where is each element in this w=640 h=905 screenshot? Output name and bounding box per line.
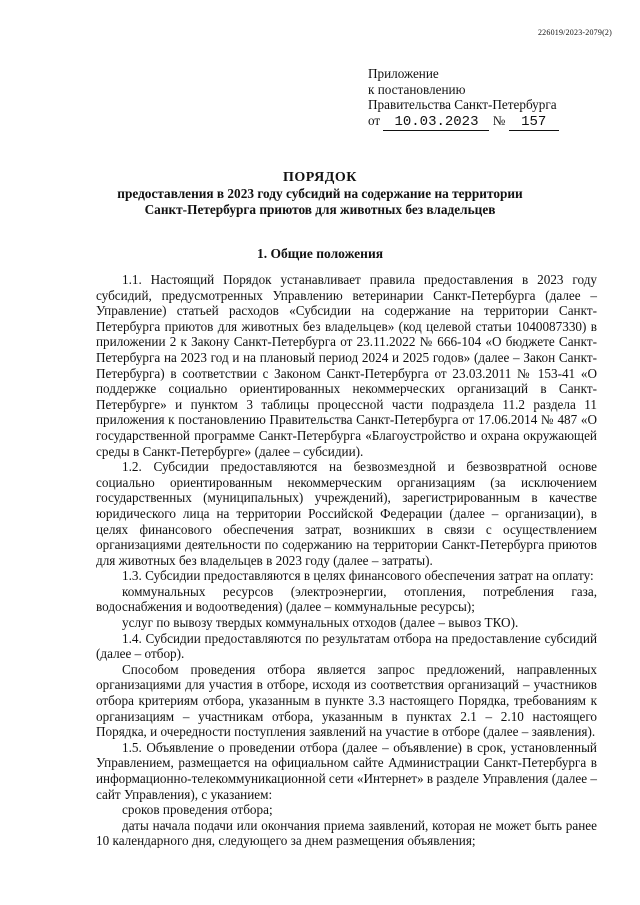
paragraph-1-4: 1.4. Субсидии предоставляются по результатам отбора на предоставление субсидий (далее – отбор). bbox=[96, 630, 597, 662]
approval-line-1: Приложение bbox=[368, 66, 439, 81]
paragraph-waste: услуг по вывозу твердых коммунальных отходов (далее – вывоз ТКО). bbox=[122, 615, 519, 631]
section-heading: 1. Общие положения bbox=[256, 246, 384, 261]
paragraph-utilities: коммунальных ресурсов (электроэнергии, отопления, потребления газа, водоснабжения и водоотведения) (далее – коммунальные ресурсы); bbox=[96, 583, 597, 615]
approval-date: 10.03.2023 bbox=[383, 115, 489, 132]
paragraph-1-2: 1.2. Субсидии предоставляются на безвозмездной и безвозвратной основе социально ориентированным некоммерческим организациям (за исключением государственных (муниципальных) учреждений), зарегистрированным в качестве юридического лица на территории Российской Федерации (далее – организации), в целях финансового обеспечения затрат, возникших в связи с осуществлением организациями деятельности по содержанию на территории Санкт-Петербурга приютов для животных без владельцев в 2023 году (далее – затраты). bbox=[96, 459, 597, 568]
paragraph-selection-method: Способом проведения отбора является запрос предложений, направленных организациями для участия в отборе, исходя из соответствия организаций – участников отбора критериям отбора, указанным в пункте 3.3 настоящего Порядка, требованиям к организациям – участникам отбора, указанным в пунктах 2.1 – 2.10 настоящего Порядка, и очередности поступления заявлений на участие в отборе (далее – заявления). bbox=[96, 661, 597, 740]
approval-number: 157 bbox=[509, 115, 559, 132]
paragraph-dates: даты начала подачи или окончания приема заявлений, которая не может быть ранее 10 календарного дня, следующего за днем размещения объявления; bbox=[96, 817, 597, 849]
paragraph-1-3: 1.3. Субсидии предоставляются в целях финансового обеспечения затрат на оплату: bbox=[122, 568, 594, 584]
registration-code: 226019/2023-2079(2) bbox=[537, 28, 612, 37]
document-subtitle bbox=[0, 186, 640, 218]
subtitle-line-1: предоставления в 2023 году субсидий на содержание на территории bbox=[117, 186, 523, 201]
document-body bbox=[96, 272, 597, 849]
approval-line-3: Правительства Санкт-Петербурга bbox=[368, 97, 557, 113]
paragraph-1-5: 1.5. Объявление о проведении отбора (далее – объявление) в срок, установленный Управлением, размещается на официальном сайте Администрации Санкт-Петербурга в информационно-телекоммуникационной сети «Интернет» в разделе Управления (далее – сайт Управления), с указанием: bbox=[96, 739, 597, 802]
paragraph-1-1: 1.1. Настоящий Порядок устанавливает правила предоставления в 2023 году субсидий, предусмотренных Управлению ветеринарии Санкт-Петербурга (далее – Управление) статьей расходов «Субсидии на содержание на территории Санкт-Петербурга приютов для животных без владельцев» (код целевой статьи 1040087330) в приложении 2 к Закону Санкт-Петербурга от 23.11.2022 № 666-104 «О бюджете Санкт-Петербурга на 2023 год и на плановый период 2024 и 2025 годов» (далее – Закон Санкт-Петербурга) в соответствии с Законом Санкт-Петербурга от 23.03.2011 № 153-41 «О поддержке социально ориентированных некоммерческих организаций в Санкт-Петербурге» и пунктом 3 таблицы процессной части подраздела 11.2 раздела 11 приложения к постановлению Правительства Санкт-Петербурга от 17.06.2014 № 487 «О государственной программе Санкт-Петербурга «Благоустройство и охрана окружающей среды в Санкт-Петербурге» (далее – субсидии). bbox=[96, 272, 597, 459]
document-title: ПОРЯДОК bbox=[283, 170, 357, 185]
approval-block bbox=[368, 66, 559, 131]
number-label: № bbox=[492, 112, 506, 128]
from-label: от bbox=[368, 112, 381, 128]
approval-line-2: к постановлению bbox=[368, 81, 466, 97]
subtitle-line-2: Санкт-Петербурга приютов для животных без владельцев bbox=[144, 202, 496, 217]
approval-date-line bbox=[368, 113, 559, 132]
paragraph-terms: сроков проведения отбора; bbox=[122, 802, 273, 818]
